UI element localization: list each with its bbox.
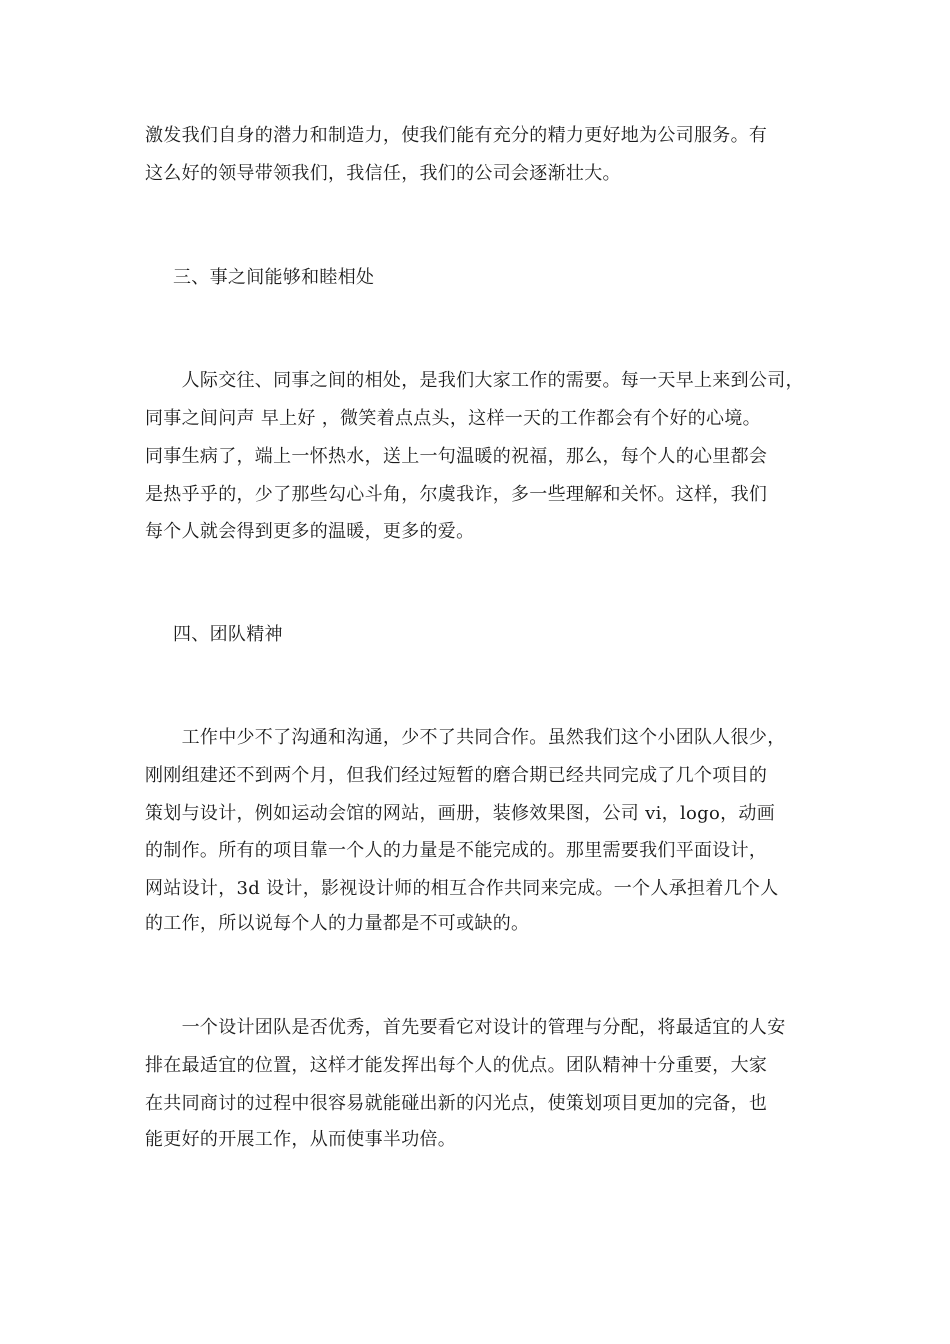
text-line: 排在最适宜的位置，这样才能发挥出每个人的优点。团队精神十分重要，大家 <box>145 1055 768 1076</box>
text-line: 的制作。所有的项目靠一个人的力量是不能完成的。那里需要我们平面设计， <box>145 840 768 861</box>
text-line: 刚刚组建还不到两个月，但我们经过短暂的磨合期已经共同完成了几个项目的 <box>145 765 768 786</box>
text-line: 工作中少不了沟通和沟通，少不了共同合作。虽然我们这个小团队人很少， <box>145 727 786 748</box>
text-line: 这么好的领导带领我们，我信任，我们的公司会逐渐壮大。 <box>145 163 621 184</box>
text-line: 同事生病了，端上一怀热水，送上一句温暖的祝福，那么，每个人的心里都会 <box>145 446 768 467</box>
text-line: 一个设计团队是否优秀，首先要看它对设计的管理与分配，将最适宜的人安 <box>145 1017 786 1038</box>
section-heading-3: 三、事之间能够和睦相处 <box>173 267 375 288</box>
section-heading-4: 四、团队精神 <box>173 624 283 645</box>
text-line: 策划与设计，例如运动会馆的网站，画册，装修效果图，公司 vi，logo，动画 <box>145 803 775 824</box>
text-line: 同事之间问声 早上好 ，微笑着点点头，这样一天的工作都会有个好的心境。 <box>145 408 761 429</box>
text-line: 每个人就会得到更多的温暖，更多的爱。 <box>145 521 475 542</box>
text-line: 人际交往、同事之间的相处，是我们大家工作的需要。每一天早上来到公司， <box>145 370 804 391</box>
text-line: 是热乎乎的，少了那些勾心斗角，尔虞我诈，多一些理解和关怀。这样，我们 <box>145 484 768 505</box>
text-line: 在共同商讨的过程中很容易就能碰出新的闪光点，使策划项目更加的完备，也 <box>145 1093 768 1114</box>
text-line: 能更好的开展工作，从而使事半功倍。 <box>145 1129 457 1150</box>
text-line: 激发我们自身的潜力和制造力，使我们能有充分的精力更好地为公司服务。有 <box>145 125 768 146</box>
text-line: 的工作，所以说每个人的力量都是不可或缺的。 <box>145 913 530 934</box>
text-line: 网站设计，3d 设计，影视设计师的相互合作共同来完成。一个人承担着几个人 <box>145 878 779 899</box>
